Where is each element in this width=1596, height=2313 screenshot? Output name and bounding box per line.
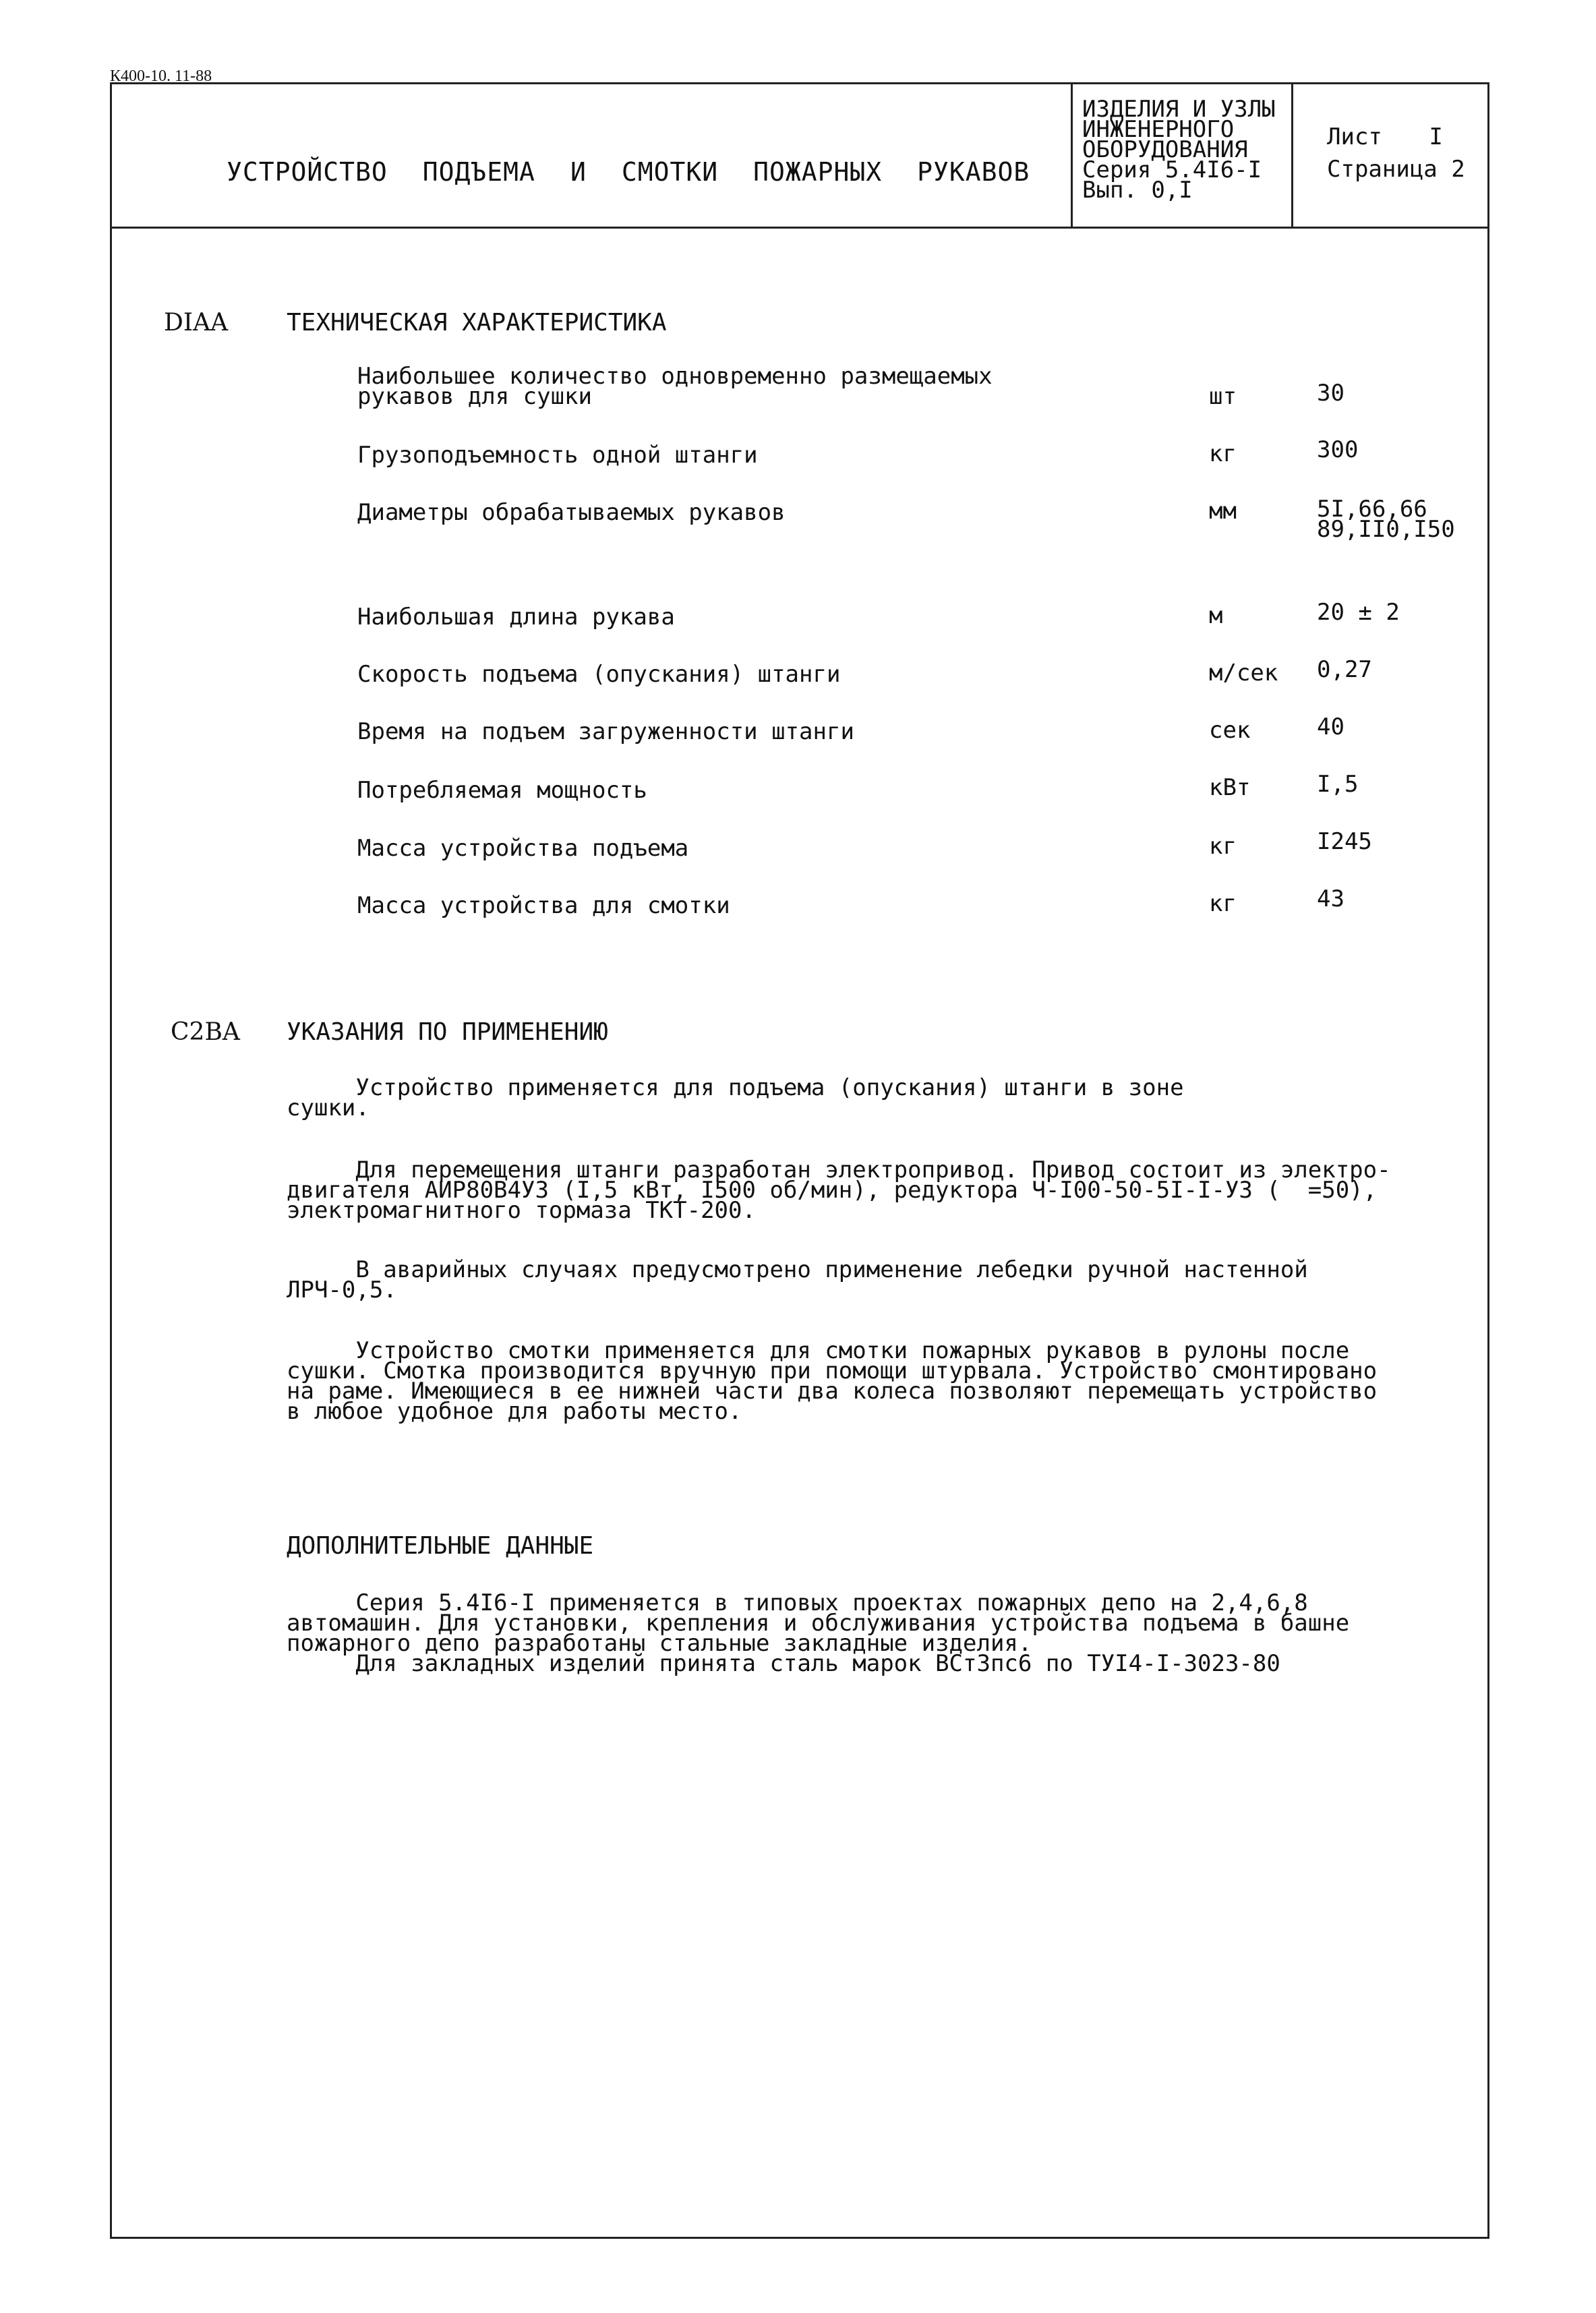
spec-name: Наибольшая длина рукава xyxy=(357,604,675,631)
series-line: ОБОРУДОВАНИЯ xyxy=(1082,136,1248,163)
spec-value: 0,27 xyxy=(1317,656,1372,683)
spec-value: I,5 xyxy=(1317,771,1359,798)
section-title-extra: ДОПОЛНИТЕЛЬНЫЕ ДАННЫЕ xyxy=(287,1532,594,1560)
spec-value: 43 xyxy=(1317,885,1344,912)
spec-unit: шт xyxy=(1209,383,1237,410)
spec-name: Наибольшее количество одновременно размещаемых рукавов для сушки xyxy=(357,363,993,410)
spec-unit: сек xyxy=(1209,717,1251,744)
title-word: УСТРОЙСТВО xyxy=(227,157,388,187)
sheet-label: Лист xyxy=(1327,123,1382,150)
spec-name: Грузоподъемность одной штанги xyxy=(357,442,758,469)
title-word: СМОТКИ xyxy=(621,157,719,187)
title-word: ПОДЪЕМА xyxy=(422,157,535,187)
spec-name: Время на подъем загруженности штанги xyxy=(357,718,854,745)
title-word: РУКАВОВ xyxy=(917,157,1030,187)
section-code-usage: C2BA xyxy=(171,1018,240,1046)
form-code: К400-10. 11-88 xyxy=(110,67,212,85)
spec-unit: м/сек xyxy=(1209,660,1278,686)
title-word: ПОЖАРНЫХ xyxy=(753,157,883,187)
section-title-usage: УКАЗАНИЯ ПО ПРИМЕНЕНИЮ xyxy=(287,1018,608,1046)
section-title-tech: ТЕХНИЧЕСКАЯ ХАРАКТЕРИСТИКА xyxy=(287,309,667,336)
page-number: 2 xyxy=(1451,156,1465,183)
series-line: Серия 5.4I6-I xyxy=(1082,156,1262,183)
document-title xyxy=(227,157,1065,187)
spec-unit: кг xyxy=(1209,890,1237,917)
title-word: И xyxy=(570,157,587,187)
spec-name: Масса устройства подъема xyxy=(357,835,689,862)
spec-unit: м xyxy=(1209,602,1223,629)
series-line: ИЗДЕЛИЯ И УЗЛЫ xyxy=(1082,96,1276,123)
spec-unit: кВт xyxy=(1209,774,1251,801)
spec-value: 30 xyxy=(1317,380,1344,407)
extra-paragraph: Серия 5.4I6-I применяется в типовых проектах пожарных депо на 2,4,6,8 автомашин. Для установки, крепления и обслуживания устройства подъема в башне пожарного депо разработаны стальные закладные изделия. Для закладных изделий принята сталь марок ВСт3пс6 по ТУI4-I-3023-80 xyxy=(287,1589,1350,1677)
section-code-tech: DIAA xyxy=(164,309,229,336)
spec-value: 5I,66,66 89,II0,I50 xyxy=(1317,496,1455,543)
spec-value: 300 xyxy=(1317,436,1359,463)
spec-name: Диаметры обрабатываемых рукавов xyxy=(357,499,786,526)
sheet-number: I xyxy=(1429,123,1443,150)
spec-name: Масса устройства для смотки xyxy=(357,892,730,919)
spec-unit: кг xyxy=(1209,833,1237,860)
spec-name: Скорость подъема (опускания) штанги xyxy=(357,661,841,688)
series-line: ИНЖЕНЕРНОГО xyxy=(1082,116,1235,143)
usage-paragraph: Устройство применяется для подъема (опускания) штанги в зоне сушки. xyxy=(287,1074,1184,1121)
page-label: Страница xyxy=(1327,156,1438,183)
usage-paragraph: В аварийных случаях предусмотрено применение лебедки ручной настенной ЛРЧ-0,5. xyxy=(287,1256,1308,1304)
series-box xyxy=(1071,84,1293,227)
sheet-box xyxy=(1293,84,1487,227)
spec-value: 20 ± 2 xyxy=(1317,599,1400,626)
spec-value: 40 xyxy=(1317,713,1344,740)
usage-paragraph: Для перемещения штанги разработан электропривод. Привод состоит из электро- двигателя АИР80В4УЗ (I,5 кВт, I500 об/мин), редуктора Ч-I00-50-5I-I-УЗ ( =50), электромагнитного тормаза ТКТ-200. xyxy=(287,1156,1391,1224)
spec-unit: мм xyxy=(1209,498,1237,525)
title-block xyxy=(112,84,1487,229)
spec-value: I245 xyxy=(1317,828,1372,855)
spec-unit: кг xyxy=(1209,440,1237,467)
spec-name: Потребляемая мощность xyxy=(357,777,647,804)
series-line: Вып. 0,I xyxy=(1082,177,1193,204)
usage-paragraph: Устройство смотки применяется для смотки пожарных рукавов в рулоны после сушки. Смотка производится вручную при помощи штурвала. Устройство смонтировано на раме. Имеющиеся в ее нижней части два колеса позволяют перемещать устройство в любое удобное для работы место. xyxy=(287,1337,1378,1425)
